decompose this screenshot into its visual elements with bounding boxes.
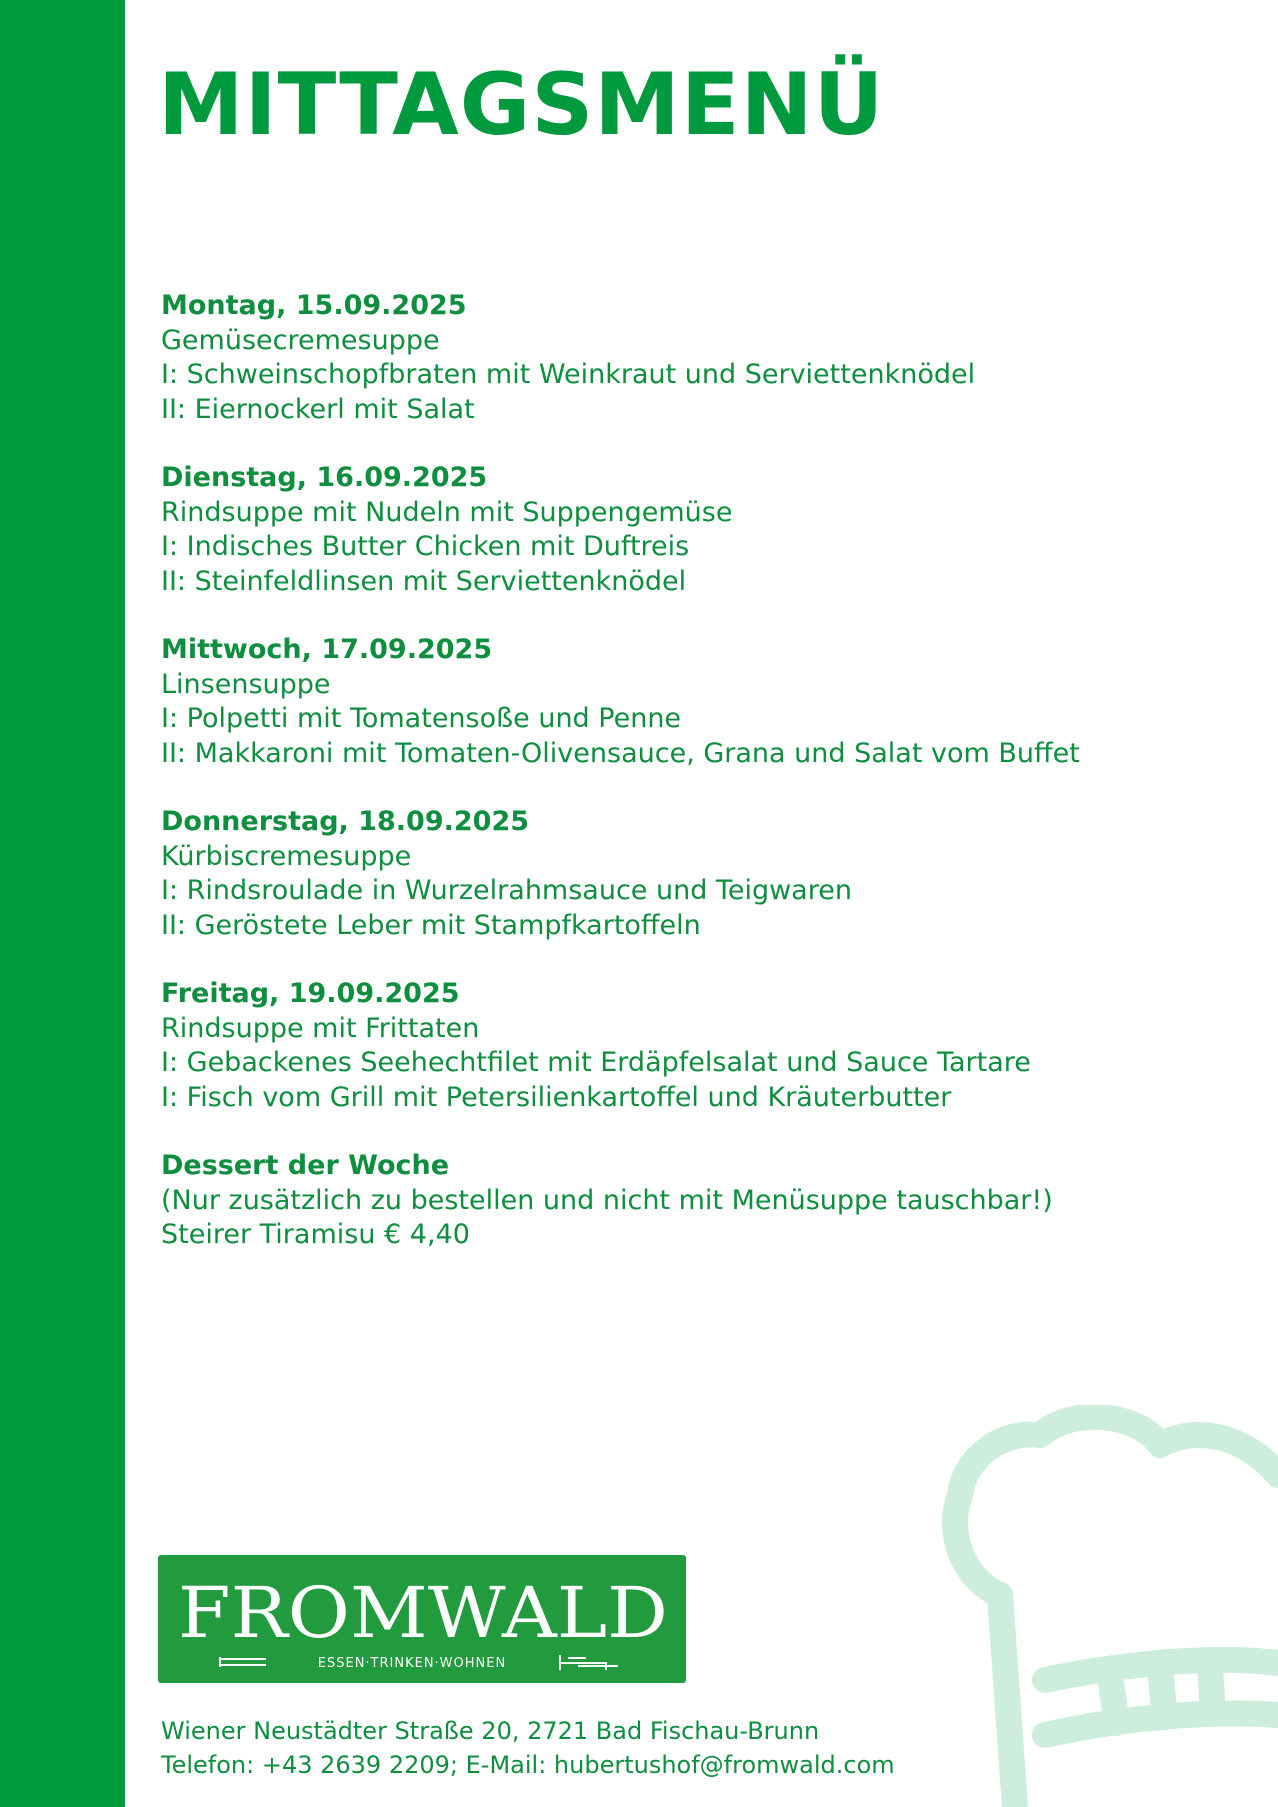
main-dish-1: I: Rindsroulade in Wurzelrahmsauce und Teigwaren xyxy=(161,875,852,906)
day-tuesday xyxy=(161,461,1241,599)
soup: Linsensuppe xyxy=(161,668,331,700)
chef-hat-icon xyxy=(925,1405,1278,1807)
page-title: MITTAGSMENÜ xyxy=(158,55,885,155)
main-dish-2: II: Eiernockerl mit Salat xyxy=(161,393,475,425)
logo-name: FROMWALD xyxy=(178,1572,668,1654)
main-dish-2: I: Fisch vom Grill mit Petersilienkartoffel und Kräuterbutter xyxy=(161,1081,952,1113)
main-dish-2: II: Steinfeldlinsen mit Serviettenknödel xyxy=(161,565,687,597)
day-friday xyxy=(161,977,1241,1115)
main-dish-1: I: Polpetti mit Tomatensoße und Penne xyxy=(161,703,682,734)
main-dish-1: I: Schweinschopfbraten mit Weinkraut und Serviettenknödel xyxy=(161,359,976,390)
bed-icon xyxy=(560,1655,618,1670)
side-bar xyxy=(0,0,125,1807)
cutlery-icon xyxy=(220,1657,266,1667)
day-wednesday xyxy=(161,633,1241,771)
day-heading: Mittwoch, 17.09.2025 xyxy=(161,634,493,665)
soup: Rindsuppe mit Nudeln mit Suppengemüse xyxy=(161,496,733,528)
day-monday xyxy=(161,289,1241,427)
soup: Rindsuppe mit Frittaten xyxy=(161,1012,480,1044)
day-heading: Donnerstag, 18.09.2025 xyxy=(161,806,530,837)
dessert-of-the-week xyxy=(161,1149,1241,1253)
dessert-item: Steirer Tiramisu € 4,40 xyxy=(161,1219,470,1250)
main-dish-2: II: Geröstete Leber mit Stampfkartoffeln xyxy=(161,909,701,941)
soup: Gemüsecremesuppe xyxy=(161,324,440,356)
main-dish-1: I: Gebackenes Seehechtfilet mit Erdäpfelsalat und Sauce Tartare xyxy=(161,1047,1031,1078)
logo-tagline: ESSEN·TRINKEN·WOHNEN xyxy=(317,1656,507,1671)
day-heading: Dienstag, 16.09.2025 xyxy=(161,462,488,493)
logo-graphic xyxy=(158,1555,686,1683)
day-heading: Montag, 15.09.2025 xyxy=(161,290,467,321)
contact-info xyxy=(161,1714,895,1782)
main-dish-2: II: Makkaroni mit Tomaten-Olivensauce, Grana und Salat vom Buffet xyxy=(161,737,1080,769)
phone-email: Telefon: +43 2639 2209; E-Mail: hubertushof@fromwald.com xyxy=(161,1751,895,1779)
dessert-heading: Dessert der Woche xyxy=(161,1150,450,1181)
fromwald-logo xyxy=(158,1555,686,1683)
day-thursday xyxy=(161,805,1241,943)
weekly-menu xyxy=(161,289,1241,1287)
day-heading: Freitag, 19.09.2025 xyxy=(161,978,460,1009)
soup: Kürbiscremesuppe xyxy=(161,840,412,872)
address: Wiener Neustädter Straße 20, 2721 Bad Fischau-Brunn xyxy=(161,1717,820,1745)
dessert-note: (Nur zusätzlich zu bestellen und nicht mit Menüsuppe tauschbar!) xyxy=(161,1184,1053,1216)
main-dish-1: I: Indisches Butter Chicken mit Duftreis xyxy=(161,531,690,562)
